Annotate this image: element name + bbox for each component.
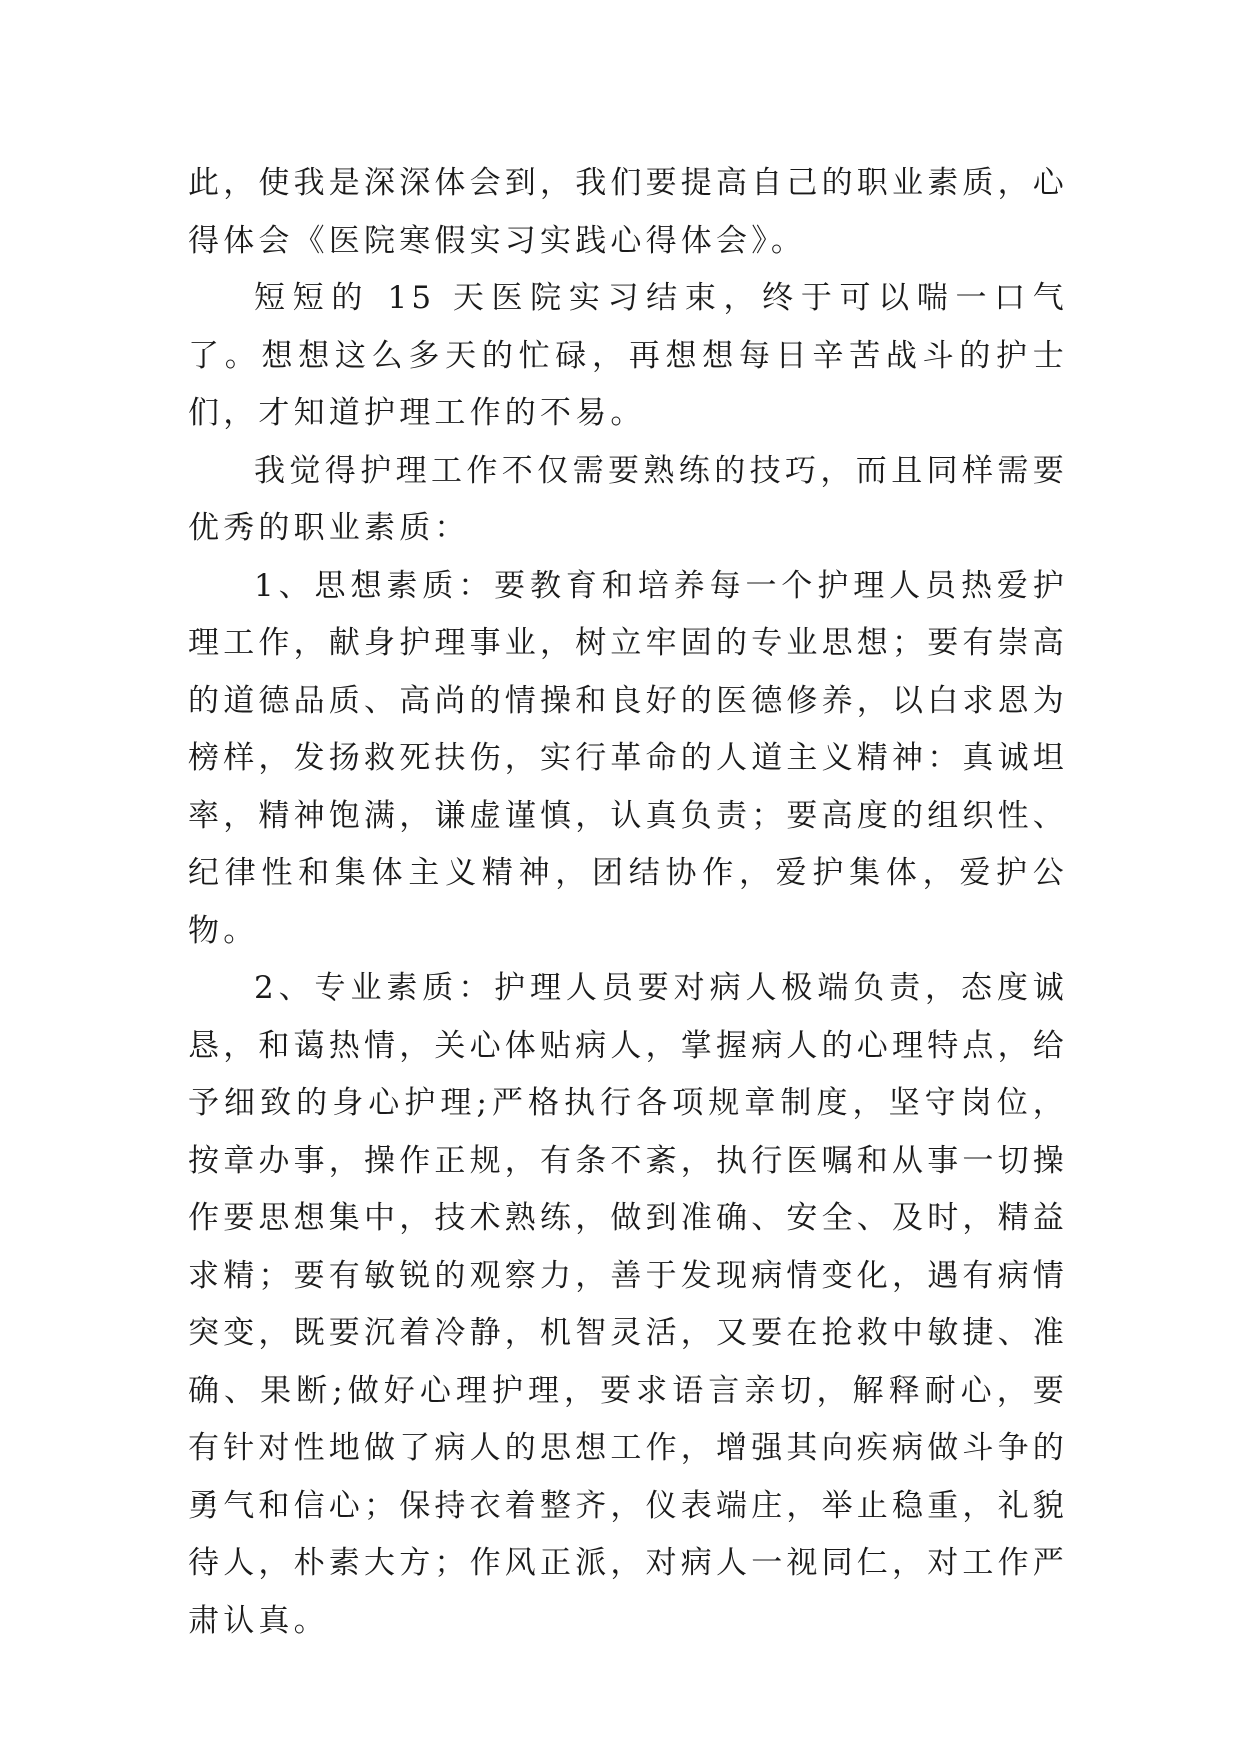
paragraph-intro: 此，使我是深深体会到，我们要提高自己的职业素质，心得体会《医院寒假实习实践心得体会》。 — [188, 165, 1068, 259]
paragraph-ideological-quality: 1、思想素质：要教育和培养每一个护理人员热爱护理工作，献身护理事业，树立牢固的专业思想；要有崇高的道德品质、高尚的情操和良好的医德修养，以白求恩为榜样，发扬救死扶伤，实行革命的人道主义精神：真诚坦率，精神饱满，谦虚谨慎，认真负责；要高度的组织性、纪律性和集体主义精神，团结协作，爱护集体，爱护公物。 — [188, 567, 1068, 949]
paragraph-professional-quality: 我觉得护理工作不仅需要熟练的技巧，而且同样需要优秀的职业素质： — [188, 452, 1068, 546]
paragraph-professional-skills: 2、专业素质：护理人员要对病人极端负责，态度诚恳，和蔼热情，关心体贴病人，掌握病人的心理特点，给予细致的身心护理;严格执行各项规章制度，坚守岗位，按章办事，操作正规，有条不紊，执行医嘱和从事一切操作要思想集中，技术熟练，做到准确、安全、及时，精益求精；要有敏锐的观察力，善于发现病情变化，遇有病情突变，既要沉着冷静，机智灵活，又要在抢救中敏捷、准确、果断;做好心理护理，要求语言亲切，解释耐心，要有针对性地做了病人的思想工作，增强其向疾病做斗争的勇气和信心；保持衣着整齐，仪表端庄，举止稳重，礼貌待人，朴素大方；作风正派，对病人一视同仁，对工作严肃认真。 — [188, 970, 1068, 1639]
paragraph-internship-end: 短短的 15 天医院实习结束，终于可以喘一口气了。想想这么多天的忙碌，再想想每日辛苦战斗的护士们，才知道护理工作的不易。 — [188, 280, 1068, 431]
document-body — [188, 155, 1068, 1650]
